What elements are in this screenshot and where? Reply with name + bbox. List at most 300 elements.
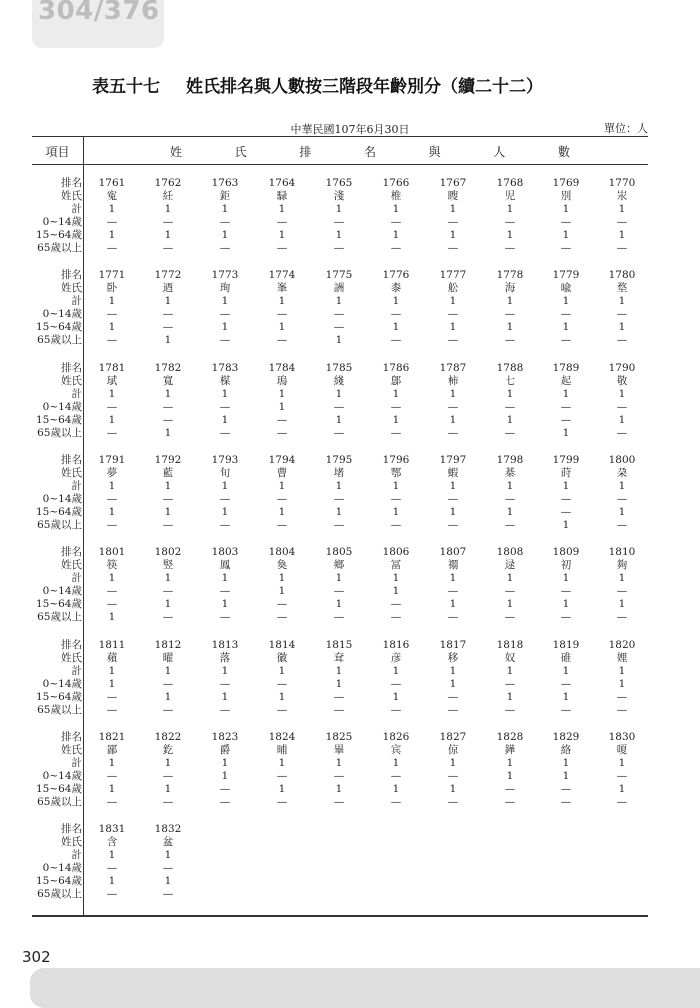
cell-rank: 1814 — [268, 638, 296, 651]
cell-total: 1 — [335, 572, 343, 585]
cell-age-0-14: — — [560, 585, 572, 598]
cell-age-65-plus: — — [276, 795, 288, 808]
cell-age-15-64: 1 — [618, 598, 626, 611]
cell-total: 1 — [562, 203, 570, 215]
row-label-age-0-14: 0~14歲 — [42, 400, 82, 413]
cell-surname: 峯 — [276, 282, 288, 295]
row-label-age-65-plus: 65歲以上 — [37, 334, 82, 347]
cell-age-0-14: — — [219, 677, 231, 690]
cell-surname: 彦 — [390, 651, 402, 664]
cell-total: 1 — [278, 295, 286, 308]
cell-age-0-14: 1 — [221, 769, 229, 782]
cell-age-0-14: — — [560, 216, 572, 228]
cell-age-15-64: 1 — [164, 598, 172, 611]
cell-total: 1 — [506, 295, 514, 308]
cell-surname: 逯 — [504, 559, 516, 572]
cell-surname: 詶 — [333, 282, 345, 295]
row-label-surname: 姓氏 — [61, 559, 82, 572]
cell-rank: 1779 — [552, 269, 580, 282]
cell-age-65-plus: — — [504, 611, 516, 624]
cell-surname: 耷 — [333, 651, 345, 664]
cell-age-0-14: — — [162, 216, 174, 228]
cell-age-15-64: — — [106, 598, 118, 611]
cell-surname: 鄂 — [390, 466, 402, 479]
cell-age-15-64: — — [560, 413, 572, 426]
cell-age-15-64: 1 — [278, 782, 286, 795]
cell-surname: 曜 — [162, 651, 174, 664]
cell-surname: 朶 — [616, 466, 628, 479]
cell-age-0-14: 1 — [618, 677, 626, 690]
cell-age-15-64: 1 — [392, 782, 400, 795]
surname-block — [0, 362, 700, 454]
row-label-age-65-plus: 65歲以上 — [37, 795, 82, 808]
cell-total: 1 — [449, 387, 457, 400]
cell-age-0-14: — — [276, 308, 288, 321]
cell-age-65-plus: — — [616, 795, 628, 808]
cell-rank: 1807 — [439, 546, 467, 559]
cell-rank: 1799 — [552, 453, 580, 466]
row-label-rank: 排名 — [61, 177, 82, 189]
cell-rank: 1796 — [382, 453, 410, 466]
cell-surname: 椎 — [390, 190, 402, 202]
cell-surname: 奐 — [276, 559, 288, 572]
cell-surname: 宾 — [390, 743, 402, 756]
cell-age-65-plus: — — [162, 611, 174, 624]
cell-age-65-plus: — — [616, 334, 628, 347]
cell-age-15-64: 1 — [562, 229, 570, 241]
cell-surname: 鉅 — [219, 190, 231, 202]
cell-total: 1 — [618, 664, 626, 677]
cell-total: 1 — [392, 756, 400, 769]
row-label-surname: 姓氏 — [61, 651, 82, 664]
cell-rank: 1828 — [496, 730, 524, 743]
cell-surname: 蝦 — [447, 466, 459, 479]
cell-surname: 奴 — [504, 651, 516, 664]
cell-age-0-14: — — [162, 400, 174, 413]
cell-surname: 桼 — [390, 282, 402, 295]
cell-total: 1 — [108, 664, 116, 677]
cell-total: 1 — [221, 572, 229, 585]
cell-age-0-14: — — [504, 216, 516, 228]
header-item: 項目 — [45, 145, 70, 159]
cell-age-15-64: 1 — [164, 782, 172, 795]
cell-total: 1 — [164, 479, 172, 492]
cell-age-65-plus: — — [447, 611, 459, 624]
cell-total: 1 — [221, 479, 229, 492]
cell-rank: 1811 — [98, 638, 126, 651]
cell-rank: 1781 — [98, 361, 126, 374]
cell-surname: 鄎 — [390, 374, 402, 387]
row-label-surname: 姓氏 — [61, 466, 82, 479]
cell-rank: 1831 — [98, 823, 126, 836]
cell-age-65-plus: 1 — [335, 334, 343, 347]
cell-age-65-plus: — — [447, 795, 459, 808]
cell-age-65-plus: — — [616, 611, 628, 624]
cell-total: 1 — [618, 203, 626, 215]
row-label-rank: 排名 — [61, 361, 82, 374]
surname-block — [0, 639, 700, 731]
cell-total: 1 — [449, 295, 457, 308]
cell-rank: 1787 — [439, 361, 467, 374]
cell-age-65-plus: — — [616, 242, 628, 254]
cell-surname: 瑦 — [276, 374, 288, 387]
cell-age-65-plus: — — [560, 242, 572, 254]
cell-total: 1 — [562, 295, 570, 308]
cell-age-65-plus: — — [219, 426, 231, 439]
cell-age-65-plus: — — [162, 703, 174, 716]
cell-age-15-64: 1 — [392, 690, 400, 703]
cell-total: 1 — [449, 572, 457, 585]
surname-block — [0, 177, 700, 269]
row-label-rank: 排名 — [61, 453, 82, 466]
bottom-rule — [32, 915, 648, 917]
cell-age-65-plus: — — [447, 518, 459, 531]
row-label-total: 計 — [71, 756, 82, 769]
cell-age-0-14: — — [333, 769, 345, 782]
row-label-surname: 姓氏 — [61, 374, 82, 387]
header-main — [170, 143, 570, 160]
cell-age-15-64: 1 — [449, 229, 457, 241]
cell-age-65-plus: — — [219, 518, 231, 531]
row-label-age-65-plus: 65歲以上 — [37, 518, 82, 531]
cell-age-65-plus: — — [219, 611, 231, 624]
cell-age-15-64: 1 — [335, 782, 343, 795]
cell-age-65-plus: 1 — [164, 426, 172, 439]
header-char: 氏 — [234, 145, 247, 159]
cell-total: 1 — [221, 664, 229, 677]
cell-age-15-64: 1 — [506, 690, 514, 703]
cell-age-65-plus: — — [447, 426, 459, 439]
row-label-surname: 姓氏 — [61, 282, 82, 295]
cell-rank: 1804 — [268, 546, 296, 559]
cell-age-0-14: — — [616, 585, 628, 598]
cell-surname: 海 — [504, 282, 516, 295]
cell-age-65-plus: — — [560, 611, 572, 624]
row-label-total: 計 — [71, 387, 82, 400]
cell-surname: 寬 — [162, 374, 174, 387]
cell-age-65-plus: 1 — [562, 426, 570, 439]
cell-age-0-14: — — [106, 308, 118, 321]
cell-rank: 1805 — [325, 546, 353, 559]
cell-rank: 1782 — [154, 361, 182, 374]
cell-age-0-14: — — [390, 492, 402, 505]
cell-total: 1 — [108, 387, 116, 400]
cell-total: 1 — [562, 756, 570, 769]
row-label-age-15-64: 15~64歲 — [35, 598, 82, 611]
header-char: 數 — [557, 145, 570, 159]
cell-age-15-64: 1 — [449, 413, 457, 426]
cell-surname: 柿 — [447, 374, 459, 387]
cell-age-0-14: — — [504, 677, 516, 690]
cell-surname: 莳 — [560, 466, 572, 479]
cell-age-15-64: — — [390, 598, 402, 611]
cell-rank: 1763 — [211, 177, 239, 189]
cell-age-0-14: — — [276, 677, 288, 690]
cell-age-0-14: — — [106, 400, 118, 413]
unit-label: 單位：人 — [604, 122, 648, 135]
cell-total: 1 — [164, 849, 172, 862]
row-label-rank: 排名 — [61, 638, 82, 651]
cell-surname: 敬 — [616, 374, 628, 387]
cell-age-65-plus: — — [106, 888, 118, 901]
cell-total: 1 — [278, 479, 286, 492]
cell-surname: 児 — [504, 190, 516, 202]
cell-age-65-plus: — — [390, 334, 402, 347]
row-label-surname: 姓氏 — [61, 743, 82, 756]
cell-age-0-14: — — [560, 492, 572, 505]
cell-age-0-14: — — [616, 216, 628, 228]
cell-age-15-64: 1 — [506, 229, 514, 241]
cell-age-0-14: — — [333, 585, 345, 598]
cell-total: 1 — [164, 387, 172, 400]
cell-surname: 寃 — [106, 190, 118, 202]
cell-total: 1 — [562, 572, 570, 585]
cell-age-15-64: 1 — [164, 505, 172, 518]
cell-age-15-64: — — [447, 690, 459, 703]
cell-age-15-64: 1 — [562, 598, 570, 611]
cell-total: 1 — [506, 387, 514, 400]
cell-surname: 盆 — [162, 836, 174, 849]
cell-age-15-64: 1 — [221, 690, 229, 703]
cell-age-0-14: 1 — [449, 677, 457, 690]
cell-rank: 1772 — [154, 269, 182, 282]
cell-age-0-14: — — [333, 216, 345, 228]
cell-surname: 卧 — [106, 282, 118, 295]
cell-age-15-64: 1 — [164, 690, 172, 703]
page-title — [92, 72, 543, 97]
cell-total: 1 — [108, 295, 116, 308]
cell-rank: 1816 — [382, 638, 410, 651]
cell-rank: 1765 — [325, 177, 353, 189]
cell-surname: 筷 — [106, 559, 118, 572]
cell-surname: 珷 — [106, 374, 118, 387]
cell-surname: 珣 — [219, 282, 231, 295]
cell-age-0-14: — — [162, 585, 174, 598]
cell-age-65-plus: — — [276, 242, 288, 254]
cell-total: 1 — [221, 756, 229, 769]
cell-total: 1 — [506, 756, 514, 769]
row-label-rank: 排名 — [61, 823, 82, 836]
cell-age-0-14: — — [162, 308, 174, 321]
row-label-age-65-plus: 65歲以上 — [37, 611, 82, 624]
cell-age-65-plus: — — [276, 611, 288, 624]
table-number: 表五十七 — [92, 77, 160, 97]
top-rule — [32, 136, 648, 137]
cell-age-15-64: 1 — [164, 229, 172, 241]
cell-age-0-14: — — [447, 769, 459, 782]
cell-rank: 1784 — [268, 361, 296, 374]
cell-rank: 1776 — [382, 269, 410, 282]
cell-surname: 鄙 — [106, 743, 118, 756]
cell-rank: 1821 — [98, 730, 126, 743]
cell-surname: 淺 — [333, 190, 345, 202]
cell-age-65-plus: 1 — [164, 334, 172, 347]
cell-age-65-plus: — — [106, 426, 118, 439]
cell-rank: 1813 — [211, 638, 239, 651]
cell-age-0-14: — — [219, 492, 231, 505]
cell-age-65-plus: — — [106, 795, 118, 808]
cell-surname: 娌 — [616, 651, 628, 664]
table-title: 姓氏排名與人數按三階段年齡別分（續二十二） — [186, 77, 543, 97]
header-char: 姓 — [170, 145, 183, 159]
cell-age-15-64: — — [276, 413, 288, 426]
cell-surname: 別 — [560, 190, 572, 202]
cell-age-15-64: 1 — [449, 598, 457, 611]
cell-total: 1 — [335, 387, 343, 400]
cell-total: 1 — [278, 387, 286, 400]
cell-surname: 鳳 — [219, 559, 231, 572]
cell-age-65-plus: — — [276, 703, 288, 716]
cell-total: 1 — [506, 572, 514, 585]
row-label-total: 計 — [71, 572, 82, 585]
cell-age-0-14: — — [390, 769, 402, 782]
cell-age-65-plus: — — [162, 242, 174, 254]
cell-surname: 畢 — [333, 743, 345, 756]
cell-age-15-64: 1 — [108, 505, 116, 518]
cell-surname: 絡 — [560, 743, 572, 756]
cell-total: 1 — [392, 572, 400, 585]
cell-age-65-plus: — — [390, 795, 402, 808]
cell-total: 1 — [164, 295, 172, 308]
cell-surname: 曹 — [276, 466, 288, 479]
cell-age-0-14: — — [276, 769, 288, 782]
cell-age-0-14: — — [447, 492, 459, 505]
cell-age-15-64: — — [276, 598, 288, 611]
cell-total: 1 — [449, 479, 457, 492]
cell-age-0-14: — — [504, 308, 516, 321]
cell-age-65-plus: — — [447, 334, 459, 347]
cell-rank: 1767 — [439, 177, 467, 189]
cell-total: 1 — [108, 479, 116, 492]
row-label-age-0-14: 0~14歲 — [42, 585, 82, 598]
cell-total: 1 — [618, 756, 626, 769]
cell-rank: 1773 — [211, 269, 239, 282]
cell-age-15-64: 1 — [108, 321, 116, 334]
bottom-bar — [30, 968, 700, 1008]
cell-age-65-plus: — — [219, 703, 231, 716]
cell-rank: 1822 — [154, 730, 182, 743]
cell-age-15-64: 1 — [392, 413, 400, 426]
surname-block — [0, 454, 700, 546]
cell-age-65-plus: — — [616, 703, 628, 716]
row-label-age-0-14: 0~14歲 — [42, 492, 82, 505]
cell-age-65-plus: — — [333, 795, 345, 808]
row-label-total: 計 — [71, 203, 82, 215]
cell-age-0-14: 1 — [278, 400, 286, 413]
cell-surname: 迺 — [162, 282, 174, 295]
row-label-age-15-64: 15~64歲 — [35, 413, 82, 426]
cell-rank: 1771 — [98, 269, 126, 282]
surname-block — [0, 731, 700, 823]
cell-rank: 1766 — [382, 177, 410, 189]
cell-surname: 落 — [219, 651, 231, 664]
cell-surname: 禤 — [447, 559, 459, 572]
cell-rank: 1785 — [325, 361, 353, 374]
cell-age-0-14: — — [616, 769, 628, 782]
cell-total: 1 — [278, 203, 286, 215]
cell-total: 1 — [335, 664, 343, 677]
page-badge — [32, 0, 164, 48]
cell-age-0-14: — — [106, 862, 118, 875]
row-label-rank: 排名 — [61, 269, 82, 282]
cell-rank: 1800 — [608, 453, 636, 466]
cell-surname: 爵 — [219, 743, 231, 756]
row-label-age-65-plus: 65歲以上 — [37, 426, 82, 439]
cell-rank: 1774 — [268, 269, 296, 282]
cell-surname: 旬 — [219, 466, 231, 479]
cell-rank: 1797 — [439, 453, 467, 466]
cell-total: 1 — [221, 295, 229, 308]
cell-age-65-plus: — — [504, 703, 516, 716]
row-label-age-0-14: 0~14歲 — [42, 862, 82, 875]
cell-surname: 鄉 — [333, 559, 345, 572]
cell-age-15-64: 1 — [618, 413, 626, 426]
cell-total: 1 — [108, 756, 116, 769]
cell-age-65-plus: — — [504, 426, 516, 439]
cell-total: 1 — [618, 479, 626, 492]
cell-surname: 倞 — [447, 743, 459, 756]
cell-age-0-14: 1 — [506, 769, 514, 782]
cell-total: 1 — [449, 203, 457, 215]
cell-surname: 鏵 — [504, 743, 516, 756]
cell-age-0-14: — — [333, 308, 345, 321]
cell-age-15-64: 1 — [618, 505, 626, 518]
cell-surname: 七 — [504, 374, 516, 387]
cell-rank: 1778 — [496, 269, 524, 282]
cell-total: 1 — [278, 756, 286, 769]
cell-rank: 1783 — [211, 361, 239, 374]
row-label-age-0-14: 0~14歲 — [42, 769, 82, 782]
cell-total: 1 — [164, 572, 172, 585]
surname-block — [0, 546, 700, 638]
header-rule — [32, 164, 648, 165]
cell-age-65-plus: — — [162, 518, 174, 531]
row-label-age-65-plus: 65歲以上 — [37, 888, 82, 901]
row-label-age-0-14: 0~14歲 — [42, 216, 82, 228]
cell-surname: 冨 — [390, 559, 402, 572]
row-label-age-0-14: 0~14歲 — [42, 308, 82, 321]
cell-rank: 1810 — [608, 546, 636, 559]
cell-rank: 1818 — [496, 638, 524, 651]
cell-age-15-64: 1 — [335, 229, 343, 241]
cell-age-15-64: 1 — [506, 321, 514, 334]
cell-rank: 1762 — [154, 177, 182, 189]
row-label-age-15-64: 15~64歲 — [35, 505, 82, 518]
cell-rank: 1790 — [608, 361, 636, 374]
cell-surname: 藍 — [162, 466, 174, 479]
cell-age-65-plus: — — [219, 334, 231, 347]
cell-total: 1 — [506, 203, 514, 215]
cell-age-65-plus: — — [106, 703, 118, 716]
row-label-age-15-64: 15~64歲 — [35, 690, 82, 703]
cell-age-0-14: — — [390, 677, 402, 690]
cell-age-65-plus: — — [333, 703, 345, 716]
cell-age-15-64: 1 — [449, 321, 457, 334]
cell-age-15-64: — — [560, 505, 572, 518]
cell-age-0-14: — — [106, 585, 118, 598]
cell-rank: 1795 — [325, 453, 353, 466]
cell-total: 1 — [506, 664, 514, 677]
cell-total: 1 — [335, 295, 343, 308]
cell-total: 1 — [164, 756, 172, 769]
cell-total: 1 — [392, 664, 400, 677]
cell-age-15-64: 1 — [506, 505, 514, 518]
cell-rank: 1801 — [98, 546, 126, 559]
row-label-age-65-plus: 65歲以上 — [37, 242, 82, 254]
cell-age-15-64: 1 — [278, 505, 286, 518]
cell-total: 1 — [562, 387, 570, 400]
cell-rank: 1806 — [382, 546, 410, 559]
